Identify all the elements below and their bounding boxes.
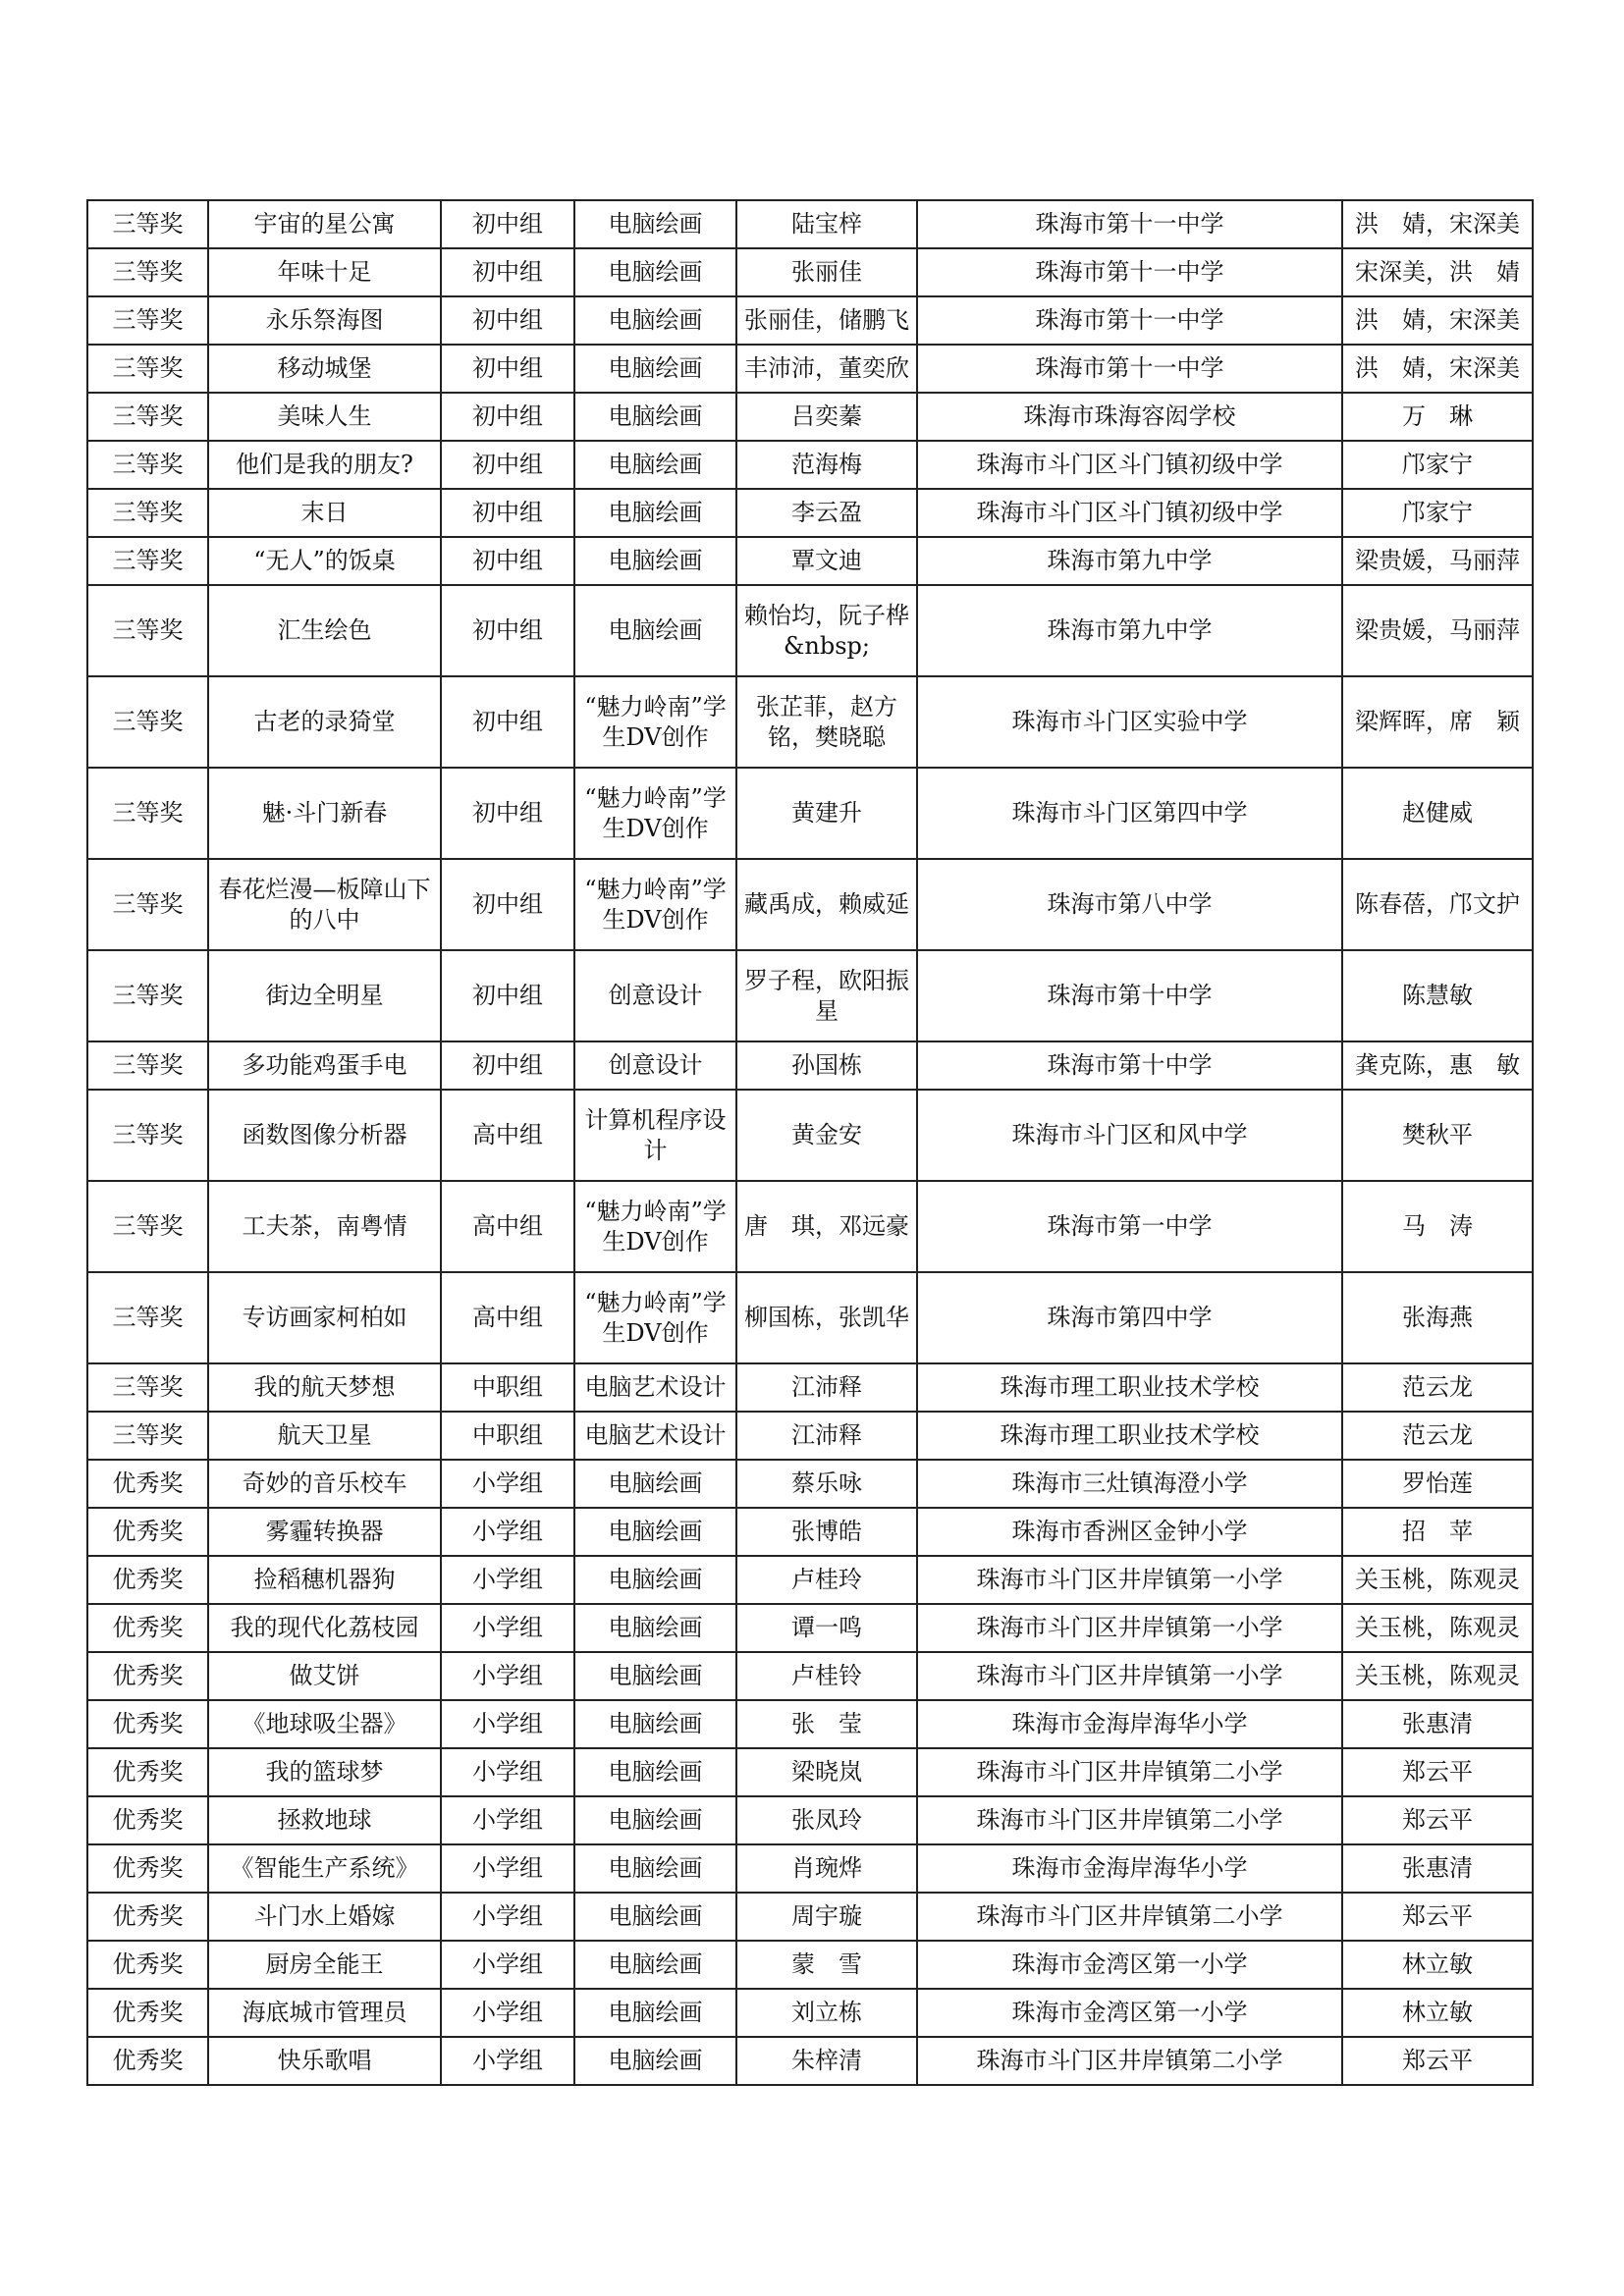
category-cell: 电脑绘画	[574, 345, 736, 393]
award-cell: 优秀奖	[87, 2037, 208, 2085]
school-cell: 珠海市第十一中学	[917, 200, 1342, 248]
students-cell: 肖琬烨	[736, 1844, 917, 1893]
award-cell: 三等奖	[87, 950, 208, 1041]
group-cell: 初中组	[441, 296, 574, 345]
title-cell: 我的篮球梦	[208, 1748, 441, 1796]
award-cell: 三等奖	[87, 200, 208, 248]
group-cell: 小学组	[441, 1941, 574, 1989]
category-cell: 电脑绘画	[574, 296, 736, 345]
school-cell: 珠海市第十一中学	[917, 345, 1342, 393]
group-cell: 中职组	[441, 1363, 574, 1412]
award-cell: 优秀奖	[87, 1844, 208, 1893]
students-cell: 吕奕蓁	[736, 393, 917, 441]
table-row	[87, 1090, 1533, 1181]
group-cell: 高中组	[441, 1272, 574, 1363]
table-row	[87, 1181, 1533, 1272]
award-cell: 优秀奖	[87, 1748, 208, 1796]
category-cell: 电脑绘画	[574, 585, 736, 676]
mentors-cell: 洪 婧，宋深美	[1342, 296, 1533, 345]
school-cell: 珠海市斗门区井岸镇第一小学	[917, 1604, 1342, 1652]
award-cell: 三等奖	[87, 768, 208, 859]
mentors-cell: 邝家宁	[1342, 441, 1533, 489]
group-cell: 初中组	[441, 393, 574, 441]
award-cell: 优秀奖	[87, 1604, 208, 1652]
group-cell: 小学组	[441, 1844, 574, 1893]
group-cell: 小学组	[441, 1460, 574, 1508]
school-cell: 珠海市斗门区斗门镇初级中学	[917, 441, 1342, 489]
students-cell: 江沛释	[736, 1412, 917, 1460]
mentors-cell: 万 琳	[1342, 393, 1533, 441]
table-row	[87, 585, 1533, 676]
award-cell: 优秀奖	[87, 1700, 208, 1748]
school-cell: 珠海市斗门区井岸镇第二小学	[917, 1748, 1342, 1796]
title-cell: 移动城堡	[208, 345, 441, 393]
category-cell: 电脑绘画	[574, 200, 736, 248]
award-cell: 三等奖	[87, 1272, 208, 1363]
mentors-cell: 洪 婧，宋深美	[1342, 200, 1533, 248]
award-cell: 三等奖	[87, 585, 208, 676]
mentors-cell: 马 涛	[1342, 1181, 1533, 1272]
school-cell: 珠海市斗门区井岸镇第二小学	[917, 2037, 1342, 2085]
category-cell: 电脑绘画	[574, 537, 736, 585]
group-cell: 初中组	[441, 859, 574, 950]
category-cell: 创意设计	[574, 1041, 736, 1090]
category-cell: “魅力岭南”学生DV创作	[574, 768, 736, 859]
table-row	[87, 1941, 1533, 1989]
school-cell: 珠海市斗门区实验中学	[917, 676, 1342, 768]
mentors-cell: 郑云平	[1342, 1893, 1533, 1941]
category-cell: “魅力岭南”学生DV创作	[574, 1181, 736, 1272]
title-cell: 专访画家柯柏如	[208, 1272, 441, 1363]
school-cell: 珠海市金湾区第一小学	[917, 1989, 1342, 2037]
title-cell: 春花烂漫—板障山下的八中	[208, 859, 441, 950]
group-cell: 小学组	[441, 1604, 574, 1652]
mentors-cell: 林立敏	[1342, 1989, 1533, 2037]
students-cell: 罗子程，欧阳振星	[736, 950, 917, 1041]
school-cell: 珠海市第九中学	[917, 585, 1342, 676]
title-cell: 街边全明星	[208, 950, 441, 1041]
title-cell: 他们是我的朋友?	[208, 441, 441, 489]
category-cell: 电脑绘画	[574, 1941, 736, 1989]
award-cell: 三等奖	[87, 1041, 208, 1090]
title-cell: 《地球吸尘器》	[208, 1700, 441, 1748]
award-cell: 优秀奖	[87, 1796, 208, 1844]
students-cell: 张丽佳	[736, 248, 917, 296]
title-cell: 美味人生	[208, 393, 441, 441]
category-cell: “魅力岭南”学生DV创作	[574, 1272, 736, 1363]
students-cell: 赖怡均，阮子桦&nbsp;	[736, 585, 917, 676]
group-cell: 高中组	[441, 1181, 574, 1272]
group-cell: 小学组	[441, 1700, 574, 1748]
school-cell: 珠海市第八中学	[917, 859, 1342, 950]
mentors-cell: 张海燕	[1342, 1272, 1533, 1363]
school-cell: 珠海市第一中学	[917, 1181, 1342, 1272]
category-cell: 电脑绘画	[574, 248, 736, 296]
school-cell: 珠海市斗门区井岸镇第一小学	[917, 1556, 1342, 1604]
mentors-cell: 郑云平	[1342, 1748, 1533, 1796]
category-cell: 电脑绘画	[574, 1556, 736, 1604]
group-cell: 初中组	[441, 489, 574, 537]
award-cell: 优秀奖	[87, 1941, 208, 1989]
category-cell: 电脑绘画	[574, 1844, 736, 1893]
title-cell: 捡稻穗机器狗	[208, 1556, 441, 1604]
mentors-cell: 张惠清	[1342, 1844, 1533, 1893]
table-row	[87, 1041, 1533, 1090]
school-cell: 珠海市第十中学	[917, 1041, 1342, 1090]
table-row	[87, 950, 1533, 1041]
students-cell: 张芷菲，赵方铭，樊晓聪	[736, 676, 917, 768]
table-row	[87, 768, 1533, 859]
category-cell: 电脑绘画	[574, 1893, 736, 1941]
group-cell: 小学组	[441, 1508, 574, 1556]
award-cell: 优秀奖	[87, 1460, 208, 1508]
table-row	[87, 1604, 1533, 1652]
students-cell: 周宇璇	[736, 1893, 917, 1941]
mentors-cell: 张惠清	[1342, 1700, 1533, 1748]
title-cell: 海底城市管理员	[208, 1989, 441, 2037]
group-cell: 初中组	[441, 950, 574, 1041]
mentors-cell: 邝家宁	[1342, 489, 1533, 537]
mentors-cell: 范云龙	[1342, 1363, 1533, 1412]
students-cell: 张凤玲	[736, 1796, 917, 1844]
students-cell: 张博皓	[736, 1508, 917, 1556]
students-cell: 刘立栋	[736, 1989, 917, 2037]
category-cell: 电脑绘画	[574, 1652, 736, 1700]
title-cell: 我的现代化荔枝园	[208, 1604, 441, 1652]
table-row	[87, 1508, 1533, 1556]
mentors-cell: 郑云平	[1342, 2037, 1533, 2085]
title-cell: 年味十足	[208, 248, 441, 296]
category-cell: “魅力岭南”学生DV创作	[574, 676, 736, 768]
students-cell: 蒙 雪	[736, 1941, 917, 1989]
title-cell: 奇妙的音乐校车	[208, 1460, 441, 1508]
title-cell: 拯救地球	[208, 1796, 441, 1844]
category-cell: 计算机程序设计	[574, 1090, 736, 1181]
table-row	[87, 1989, 1533, 2037]
title-cell: 《智能生产系统》	[208, 1844, 441, 1893]
group-cell: 初中组	[441, 676, 574, 768]
school-cell: 珠海市理工职业技术学校	[917, 1363, 1342, 1412]
mentors-cell: 陈慧敏	[1342, 950, 1533, 1041]
table-row	[87, 296, 1533, 345]
table-row	[87, 1556, 1533, 1604]
students-cell: 黄建升	[736, 768, 917, 859]
award-cell: 三等奖	[87, 489, 208, 537]
award-cell: 优秀奖	[87, 1989, 208, 2037]
mentors-cell: 洪 婧，宋深美	[1342, 345, 1533, 393]
table-row	[87, 1796, 1533, 1844]
school-cell: 珠海市第十一中学	[917, 296, 1342, 345]
school-cell: 珠海市三灶镇海澄小学	[917, 1460, 1342, 1508]
school-cell: 珠海市香洲区金钟小学	[917, 1508, 1342, 1556]
table-row	[87, 1844, 1533, 1893]
table-row	[87, 345, 1533, 393]
mentors-cell: 梁辉晖，席 颖	[1342, 676, 1533, 768]
category-cell: 电脑绘画	[574, 489, 736, 537]
award-cell: 三等奖	[87, 345, 208, 393]
group-cell: 小学组	[441, 1748, 574, 1796]
category-cell: 电脑绘画	[574, 1748, 736, 1796]
school-cell: 珠海市珠海容闳学校	[917, 393, 1342, 441]
title-cell: 做艾饼	[208, 1652, 441, 1700]
category-cell: 电脑绘画	[574, 393, 736, 441]
award-cell: 三等奖	[87, 1412, 208, 1460]
category-cell: 电脑绘画	[574, 1604, 736, 1652]
award-cell: 优秀奖	[87, 1893, 208, 1941]
title-cell: 汇生绘色	[208, 585, 441, 676]
mentors-cell: 龚克陈，惠 敏	[1342, 1041, 1533, 1090]
group-cell: 初中组	[441, 200, 574, 248]
group-cell: 小学组	[441, 1796, 574, 1844]
award-cell: 三等奖	[87, 537, 208, 585]
students-cell: 江沛释	[736, 1363, 917, 1412]
mentors-cell: 陈春蓓，邝文护	[1342, 859, 1533, 950]
students-cell: 丰沛沛，董奕欣	[736, 345, 917, 393]
award-table-body	[87, 200, 1533, 2085]
table-row	[87, 1272, 1533, 1363]
school-cell: 珠海市斗门区井岸镇第二小学	[917, 1893, 1342, 1941]
students-cell: 柳国栋，张凯华	[736, 1272, 917, 1363]
table-row	[87, 1652, 1533, 1700]
mentors-cell: 关玉桃，陈观灵	[1342, 1556, 1533, 1604]
group-cell: 高中组	[441, 1090, 574, 1181]
title-cell: 魅·斗门新春	[208, 768, 441, 859]
title-cell: 工夫茶，南粤情	[208, 1181, 441, 1272]
group-cell: 中职组	[441, 1412, 574, 1460]
table-row	[87, 1700, 1533, 1748]
group-cell: 初中组	[441, 768, 574, 859]
mentors-cell: 宋深美，洪 婧	[1342, 248, 1533, 296]
category-cell: 电脑绘画	[574, 1700, 736, 1748]
school-cell: 珠海市斗门区第四中学	[917, 768, 1342, 859]
title-cell: “无人”的饭桌	[208, 537, 441, 585]
title-cell: 快乐歌唱	[208, 2037, 441, 2085]
group-cell: 小学组	[441, 2037, 574, 2085]
title-cell: 斗门水上婚嫁	[208, 1893, 441, 1941]
mentors-cell: 梁贵媛，马丽萍	[1342, 585, 1533, 676]
school-cell: 珠海市斗门区井岸镇第一小学	[917, 1652, 1342, 1700]
award-table	[86, 199, 1534, 2086]
students-cell: 李云盈	[736, 489, 917, 537]
category-cell: 电脑绘画	[574, 1989, 736, 2037]
category-cell: 电脑绘画	[574, 441, 736, 489]
group-cell: 初中组	[441, 441, 574, 489]
table-row	[87, 537, 1533, 585]
award-cell: 三等奖	[87, 859, 208, 950]
students-cell: 黄金安	[736, 1090, 917, 1181]
school-cell: 珠海市斗门区和风中学	[917, 1090, 1342, 1181]
group-cell: 初中组	[441, 1041, 574, 1090]
table-row	[87, 248, 1533, 296]
mentors-cell: 范云龙	[1342, 1412, 1533, 1460]
students-cell: 蔡乐咏	[736, 1460, 917, 1508]
group-cell: 初中组	[441, 585, 574, 676]
category-cell: 创意设计	[574, 950, 736, 1041]
school-cell: 珠海市金湾区第一小学	[917, 1941, 1342, 1989]
students-cell: 张丽佳，储鹏飞	[736, 296, 917, 345]
title-cell: 雾霾转换器	[208, 1508, 441, 1556]
award-cell: 优秀奖	[87, 1652, 208, 1700]
title-cell: 我的航天梦想	[208, 1363, 441, 1412]
group-cell: 小学组	[441, 1989, 574, 2037]
title-cell: 函数图像分析器	[208, 1090, 441, 1181]
table-row	[87, 859, 1533, 950]
table-row	[87, 200, 1533, 248]
award-cell: 三等奖	[87, 1181, 208, 1272]
title-cell: 古老的录猗堂	[208, 676, 441, 768]
students-cell: 覃文迪	[736, 537, 917, 585]
category-cell: 电脑艺术设计	[574, 1412, 736, 1460]
mentors-cell: 林立敏	[1342, 1941, 1533, 1989]
school-cell: 珠海市金海岸海华小学	[917, 1700, 1342, 1748]
award-cell: 三等奖	[87, 441, 208, 489]
award-cell: 三等奖	[87, 1090, 208, 1181]
award-cell: 三等奖	[87, 1363, 208, 1412]
students-cell: 张 莹	[736, 1700, 917, 1748]
category-cell: 电脑绘画	[574, 2037, 736, 2085]
category-cell: 电脑绘画	[574, 1508, 736, 1556]
table-row	[87, 489, 1533, 537]
school-cell: 珠海市第九中学	[917, 537, 1342, 585]
table-row	[87, 676, 1533, 768]
table-row	[87, 1363, 1533, 1412]
table-row	[87, 393, 1533, 441]
award-cell: 优秀奖	[87, 1556, 208, 1604]
group-cell: 小学组	[441, 1893, 574, 1941]
title-cell: 宇宙的星公寓	[208, 200, 441, 248]
school-cell: 珠海市斗门区斗门镇初级中学	[917, 489, 1342, 537]
group-cell: 初中组	[441, 345, 574, 393]
mentors-cell: 郑云平	[1342, 1796, 1533, 1844]
students-cell: 陆宝梓	[736, 200, 917, 248]
mentors-cell: 樊秋平	[1342, 1090, 1533, 1181]
category-cell: “魅力岭南”学生DV创作	[574, 859, 736, 950]
school-cell: 珠海市斗门区井岸镇第二小学	[917, 1796, 1342, 1844]
table-row	[87, 1893, 1533, 1941]
students-cell: 唐 琪，邓远豪	[736, 1181, 917, 1272]
students-cell: 卢桂铃	[736, 1652, 917, 1700]
students-cell: 卢桂玲	[736, 1556, 917, 1604]
title-cell: 永乐祭海图	[208, 296, 441, 345]
mentors-cell: 罗怡莲	[1342, 1460, 1533, 1508]
school-cell: 珠海市第四中学	[917, 1272, 1342, 1363]
award-cell: 三等奖	[87, 393, 208, 441]
mentors-cell: 招 苹	[1342, 1508, 1533, 1556]
table-row	[87, 1412, 1533, 1460]
school-cell: 珠海市金海岸海华小学	[917, 1844, 1342, 1893]
title-cell: 末日	[208, 489, 441, 537]
category-cell: 电脑绘画	[574, 1460, 736, 1508]
group-cell: 初中组	[441, 537, 574, 585]
group-cell: 初中组	[441, 248, 574, 296]
school-cell: 珠海市第十中学	[917, 950, 1342, 1041]
students-cell: 藏禹成，赖威延	[736, 859, 917, 950]
mentors-cell: 关玉桃，陈观灵	[1342, 1652, 1533, 1700]
school-cell: 珠海市第十一中学	[917, 248, 1342, 296]
group-cell: 小学组	[441, 1556, 574, 1604]
award-cell: 优秀奖	[87, 1508, 208, 1556]
award-cell: 三等奖	[87, 296, 208, 345]
category-cell: 电脑艺术设计	[574, 1363, 736, 1412]
students-cell: 孙国栋	[736, 1041, 917, 1090]
title-cell: 厨房全能王	[208, 1941, 441, 1989]
title-cell: 航天卫星	[208, 1412, 441, 1460]
title-cell: 多功能鸡蛋手电	[208, 1041, 441, 1090]
category-cell: 电脑绘画	[574, 1796, 736, 1844]
group-cell: 小学组	[441, 1652, 574, 1700]
award-cell: 三等奖	[87, 248, 208, 296]
students-cell: 梁晓岚	[736, 1748, 917, 1796]
mentors-cell: 梁贵媛，马丽萍	[1342, 537, 1533, 585]
students-cell: 范海梅	[736, 441, 917, 489]
table-row	[87, 1748, 1533, 1796]
students-cell: 谭一鸣	[736, 1604, 917, 1652]
students-cell: 朱梓清	[736, 2037, 917, 2085]
award-cell: 三等奖	[87, 676, 208, 768]
table-row	[87, 2037, 1533, 2085]
mentors-cell: 赵健威	[1342, 768, 1533, 859]
table-row	[87, 1460, 1533, 1508]
mentors-cell: 关玉桃，陈观灵	[1342, 1604, 1533, 1652]
school-cell: 珠海市理工职业技术学校	[917, 1412, 1342, 1460]
table-row	[87, 441, 1533, 489]
